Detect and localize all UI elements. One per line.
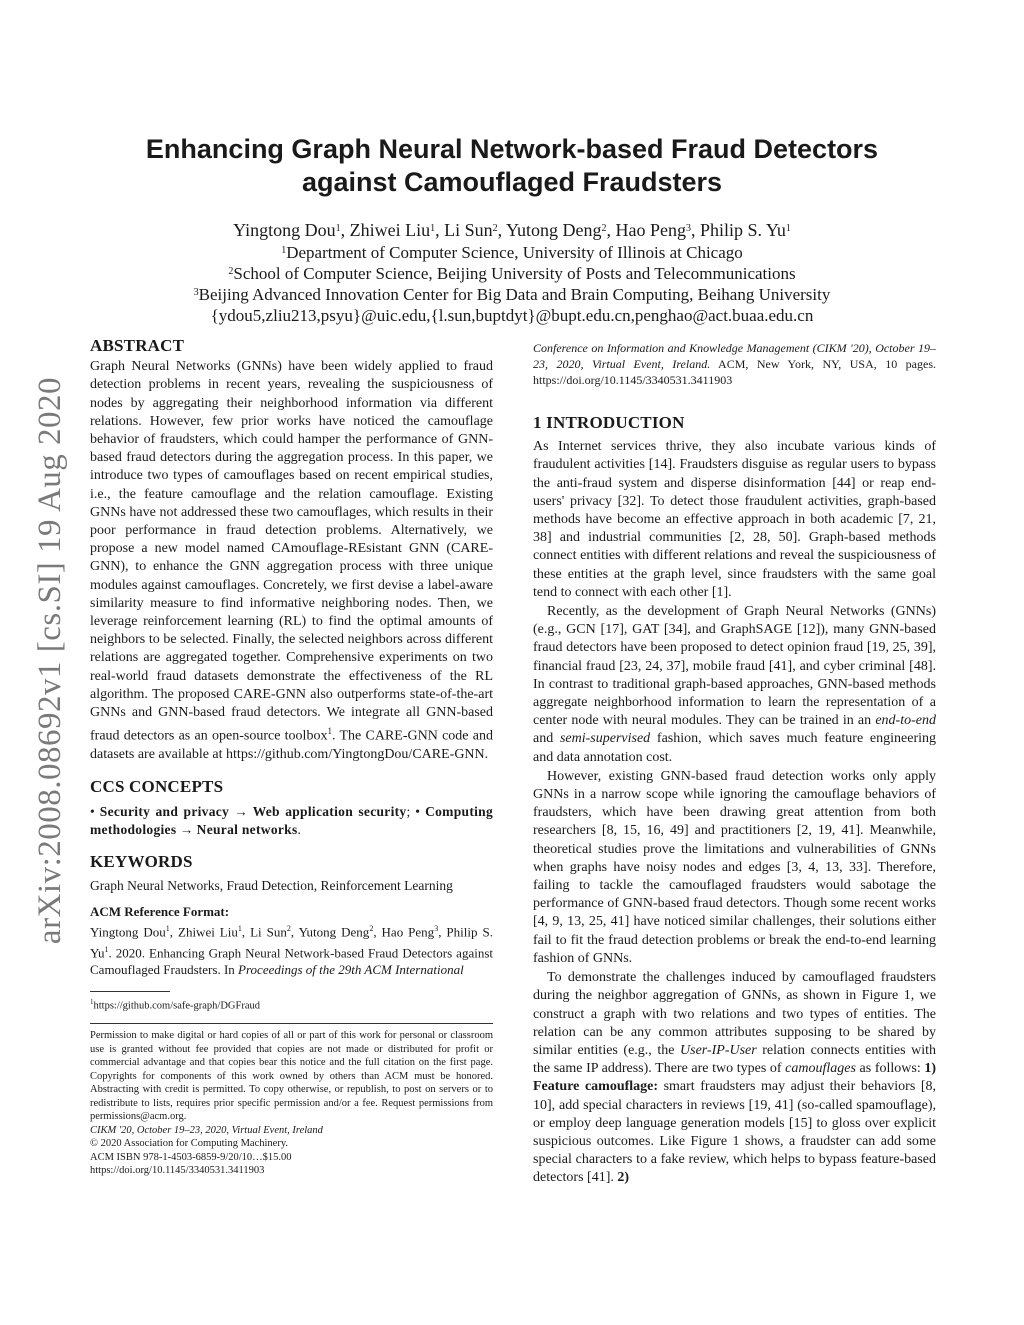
footnote-mark: 1 <box>90 998 94 1006</box>
arrow-icon: → <box>234 803 248 819</box>
ref-affil-mark: 1 <box>165 924 170 934</box>
ref-venue: Proceedings of the 29th ACM International <box>238 962 464 977</box>
ccs-separator: ; <box>406 803 411 819</box>
para-text: and <box>533 731 560 747</box>
ccs-concept: Web application security <box>252 803 407 819</box>
ccs-concept: Security and privacy <box>99 803 230 819</box>
ccs-end: . <box>297 821 301 837</box>
footnote-rule <box>90 991 170 992</box>
ref-author: , Hao Peng <box>373 924 435 940</box>
para-emph: camouflages <box>785 1061 856 1077</box>
abstract-text <box>90 358 493 764</box>
para-text: relation connects entities with the same IP address). There are two types of <box>533 1042 936 1077</box>
ccs-concepts <box>90 803 493 839</box>
author-name: Hao Peng <box>615 220 686 240</box>
ccs-bullet: • <box>90 803 95 819</box>
intro-paragraph-1: As Internet services thrive, they also incubate various kinds of fraudulent activities [14]. Fraudsters disguise as regular users to bypass the anti-fraud system and disperse disinformation [44] or reap end-users' privacy [32]. To detect those fraudulent activities, graph-based methods have become an effective approach in both academic [7, 21, 38] and industrial communities [2, 28, 50]. Graph-based methods connect entities with different relations and reveal the suspiciousness of these entities at the graph level, since fraudsters with the same goal tend to connect with each other [1]. <box>533 439 936 600</box>
permission-notice: Permission to make digital or hard copies of all or part of this work for personal or classroom use is granted without fee provided that copies are not made or distributed for profit or commercial advantage and that copies bear this notice and the full citation on the first page. Copyrights for components of this work owned by others than ACM must be honored. Abstracting with credit is permitted. To copy otherwise, or republish, to post on servers or to redistribute to lists, requires prior specific permission and/or a fee. Request permissions from permissions@acm.org. <box>90 1030 493 1122</box>
ref-conference: Conference on Information and Knowledge Management (CIKM '20), October 19–23, 2020, Virtual Event, Ireland. <box>533 341 936 371</box>
affiliation <box>100 263 924 284</box>
footnote-mark: 1 <box>327 726 332 737</box>
affiliation-text: School of Computer Science, Beijing University of Posts and Telecommunications <box>233 264 796 283</box>
acm-ref-heading: ACM Reference Format: <box>90 904 230 920</box>
para-text: Recently, as the development of Graph Neural Networks (GNNs) (e.g., GCN [17], GAT [34], and GraphSAGE [12]), many GNN-based fraud detectors have been proposed to detect opinion fraud [19, 25, 39], financial fraud [23, 24, 37], mobile fraud [41], and cyber criminal [48]. In contrast to traditional graph-based approaches, GNN-based methods aggregate neighborhood information to learn the representation of a center node with neural modules. They can be trained in an <box>533 604 936 729</box>
affiliation-text: Department of Computer Science, University of Illinois at Chicago <box>286 243 743 262</box>
author-name: Yingtong Dou <box>233 220 336 240</box>
ref-affil-mark: 2 <box>286 924 291 934</box>
abstract-body: Graph Neural Networks (GNNs) have been widely applied to fraud detection problems in recent years, revealing the suspiciousness of nodes by aggregating their neighborhood information via different relations. However, few prior works have noticed the camouflage behavior of fraudsters, which could hamper the performance of GNN-based fraud detectors during the aggregation process. In this paper, we introduce two types of camouflages based on recent empirical studies, i.e., the feature camouflage and the relation camouflage. Existing GNNs have not addressed these two camouflages, which results in their poor performance in fraud detection problems. Alternatively, we propose a new model named CAmouflage-REsistant GNN (CARE-GNN), to enhance the GNN aggregation process with three unique modules against camouflages. Concretely, we first devise a label-aware similarity measure to find informative neighboring nodes. Then, we leverage reinforcement learning (RL) to find the optimal amounts of neighbors to be selected. Finally, the selected neighbors across different relations are aggregated together. Comprehensive experiments on two real-world fraud datasets demonstrate the effectiveness of the RL algorithm. The proposed CARE-GNN also outperforms state-of-the-art GNNs and GNN-based fraud detectors. We integrate all GNN-based fraud detectors as an open-source toolbox <box>90 359 493 744</box>
isbn-line: ACM ISBN 978-1-4503-6859-9/20/10…$15.00 <box>90 1151 292 1163</box>
ref-body: . 2020. Enhancing Graph Neural Network-based Fraud Detectors against Camouflaged Fraudsters. In <box>90 945 493 977</box>
title-line-1: Enhancing Graph Neural Network-based Fraud Detectors <box>145 134 879 164</box>
author-affil-mark: 1 <box>785 223 791 234</box>
ccs-heading: CCS CONCEPTS <box>90 777 224 797</box>
para-text: To demonstrate the challenges induced by camouflaged fraudsters during the neighbor aggregation of GNNs, as shown in Figure 1, we construct a graph with two relations and two types of entities. The relation can be any common attributes supposing to be shared by similar entities (e.g., the <box>533 970 936 1058</box>
para-bold: 1) Feature camouflage: <box>533 1061 937 1095</box>
para-bold: 2) <box>617 1170 630 1186</box>
ref-author: Yingtong Dou <box>90 924 166 940</box>
author-name: Yutong Deng <box>505 220 602 240</box>
affiliation-text: Beijing Advanced Innovation Center for Big Data and Brain Computing, Beihang University <box>198 285 831 304</box>
ref-author: , Zhiwei Liu <box>169 924 238 940</box>
affiliation <box>100 284 924 305</box>
author-name: Philip S. Yu <box>699 220 786 240</box>
doi-line[interactable]: https://doi.org/10.1145/3340531.3411903 <box>90 1165 265 1176</box>
arrow-icon: → <box>179 821 194 837</box>
ref-affil-mark: 3 <box>434 924 439 934</box>
author-affil-mark: 2 <box>492 223 498 234</box>
affiliation-mark: 2 <box>228 266 234 277</box>
ref-affil-mark: 1 <box>104 944 109 954</box>
author-emails: {ydou5,zliu213,psyu}@uic.edu,{l.sun,buptdyt}@bupt.edu.cn,penghao@act.buaa.edu.cn <box>210 306 814 325</box>
abstract-body-end: . The CARE-GNN code and datasets are available at https://github.com/YingtongDou/CARE-GNN. <box>90 728 493 763</box>
para-text: smart fraudsters may adjust their behaviors [8, 10], add special characters in reviews [19, 41] (so-called spamouflage), or employ deep language generation models [15] to gloss over explicit suspicious outcomes. Like Figure 1 shows, a fraudster can add some special characters to a fake review, which helps to bypass feature-based detectors [41]. <box>533 1079 936 1186</box>
author-affil-mark: 1 <box>430 223 436 234</box>
author-affil-mark: 2 <box>601 223 607 234</box>
abstract-heading: ABSTRACT <box>90 336 185 355</box>
acm-ref-continuation <box>533 340 936 388</box>
ref-affil-mark: 2 <box>369 924 374 934</box>
para-emph: end-to-end <box>875 713 936 729</box>
keywords-text: Graph Neural Networks, Fraud Detection, Reinforcement Learning <box>90 878 453 894</box>
arxiv-stamp: arXiv:2008.08692v1 [cs.SI] 19 Aug 2020 <box>32 376 69 944</box>
affiliation-mark: 1 <box>281 245 287 256</box>
ref-affil-mark: 1 <box>237 924 242 934</box>
para-emph: semi-supervised <box>559 731 651 747</box>
author-name: Zhiwei Liu <box>349 220 431 240</box>
ccs-bullet: • <box>415 803 421 819</box>
right-column <box>533 340 936 1188</box>
author-list: Yingtong Dou$^1$, Zhiwei Liu$^1$, Li Sun$^2$, Yutong Deng$^2$, Hao Peng$^3$, Philip S. Yu$^1$ <box>233 220 791 240</box>
intro-paragraph-2 <box>533 603 936 767</box>
ref-author: , Li Sun <box>241 924 287 940</box>
ref-author: , Philip S. Yu <box>90 924 493 960</box>
affiliation <box>100 242 924 263</box>
author-name: Li Sun <box>444 220 493 240</box>
para-text: as follows: <box>855 1061 925 1077</box>
intro-paragraph-4 <box>533 969 936 1187</box>
affiliation-mark: 3 <box>193 287 199 298</box>
para-text: fashion, which saves much feature engineering and data annotation cost. <box>533 731 936 765</box>
intro-paragraph-3: However, existing GNN-based fraud detection works only apply GNNs in a narrow scope while ignoring the camouflage behaviors of fraudsters, which have been drawing great attention from both researchers [8, 15, 16, 49] and practitioners [2, 19, 41]. Meanwhile, theoretical studies prove the limitations and vulnerabilities of GNNs when graphs have noisy nodes and edges [3, 4, 13, 33]. Therefore, failing to tackle the camouflaged fraudsters would sabotage the performance of GNN-based fraud detectors. Though some recent works [4, 9, 13, 25, 41] have noticed similar challenges, their solutions either fail to fit the fraud detection problems or break the end-to-end learning fashion of GNNs. <box>533 768 936 966</box>
para-emph: User-IP-User <box>680 1042 757 1058</box>
conference-line: CIKM '20, October 19–23, 2020, Virtual Event, Ireland <box>90 1124 323 1136</box>
ref-publisher: ACM, New York, NY, USA, 10 pages. https://doi.org/10.1145/3340531.3411903 <box>533 357 937 387</box>
ref-author: , Yutong Deng <box>290 924 370 940</box>
introduction-heading: 1 INTRODUCTION <box>533 413 685 432</box>
ccs-concept: Neural networks <box>196 821 298 837</box>
arxiv-stamp-container <box>14 360 88 960</box>
footnote-link[interactable]: https://github.com/safe-graph/DGFraud <box>93 1000 261 1012</box>
author-block <box>100 220 924 326</box>
author-affil-mark: 1 <box>335 223 341 234</box>
keywords-heading: KEYWORDS <box>90 851 193 871</box>
paper-title <box>100 133 924 199</box>
left-column <box>90 337 493 1178</box>
title-line-2: against Camouflaged Fraudsters <box>301 167 723 197</box>
footnote <box>90 996 493 1013</box>
author-affil-mark: 3 <box>685 223 691 234</box>
copyright-line: © 2020 Association for Computing Machinery. <box>90 1138 289 1149</box>
acm-ref-text <box>90 920 493 978</box>
permission-rule <box>90 1023 493 1024</box>
ccs-concept: Computing methodologies <box>90 803 494 837</box>
